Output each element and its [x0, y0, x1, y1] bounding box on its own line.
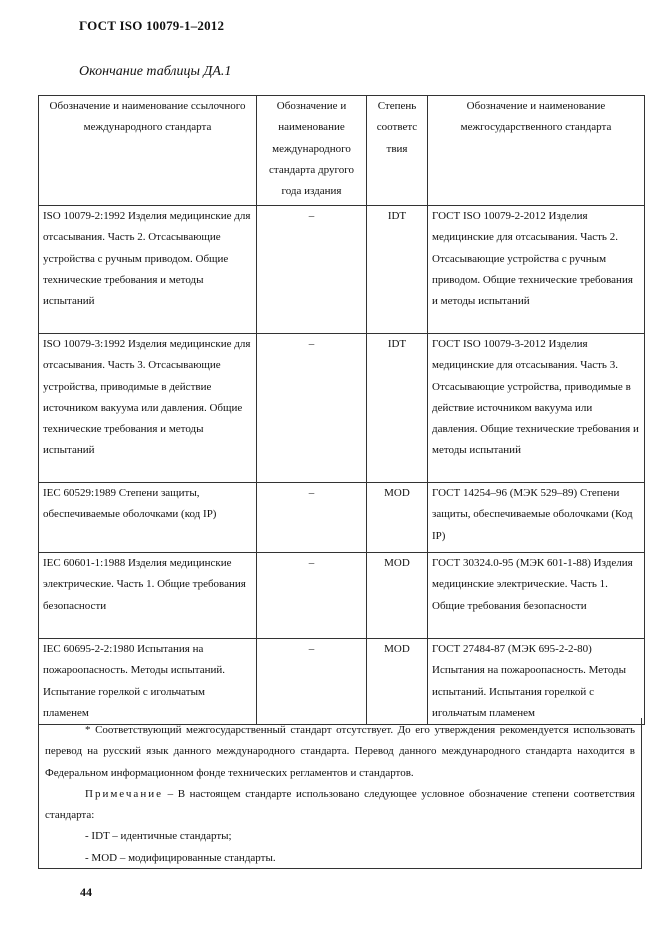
footnote-text: * Соответствующий межгосударственный стандарт отсутствует. До его утверждения рекомендуется использовать перевод на русский язык данного международного стандарта. Перевод данного международного стандарта находится в Федеральном информационном фонде технических регламентов и стандартов.: [45, 724, 635, 779]
note-item-idt: - IDT – идентичные стандарты;: [85, 830, 232, 843]
reference-standard-cell: IEC 60695-2-2:1980 Испытания на пожароопасность. Методы испытаний. Испытание горелкой с игольчатым пламенем: [39, 639, 257, 725]
degree-cell: IDT: [367, 334, 428, 483]
other-year-cell: –: [257, 553, 367, 639]
table-row: [39, 206, 645, 334]
table-notes: [38, 718, 642, 869]
header-degree: Степень соответс твия: [367, 96, 428, 206]
header-interstate-standard: Обозначение и наименование межгосударственного стандарта: [428, 96, 645, 206]
note-paragraph: [45, 784, 635, 827]
table-row: [39, 553, 645, 639]
other-year-cell: –: [257, 206, 367, 334]
document-header: ГОСТ ISO 10079-1–2012: [79, 18, 225, 33]
degree-cell: MOD: [367, 483, 428, 553]
interstate-standard-cell: ГОСТ ISO 10079-2-2012 Изделия медицинские для отсасывания. Часть 2. Отсасывающие устройства с ручным приводом. Общие технические требования и методы испытаний: [428, 206, 645, 334]
reference-standard-cell: IEC 60529:1989 Степени защиты, обеспечиваемые оболочками (код IP): [39, 483, 257, 553]
degree-cell: MOD: [367, 639, 428, 725]
interstate-standard-cell: ГОСТ 14254–96 (МЭК 529–89) Степени защиты, обеспечиваемые оболочками (Код IP): [428, 483, 645, 553]
note-item-mod: - MOD – модифицированные стандарты.: [85, 851, 276, 864]
reference-standard-cell: ISO 10079-3:1992 Изделия медицинские для отсасывания. Часть 3. Отсасывающие устройства, приводимые в действие источником вакуума или давления. Общие технические требования и методы испытаний: [39, 334, 257, 483]
header-other-year-standard: Обозначение и наименование международного стандарта другого года издания: [257, 96, 367, 206]
note-text: – В настоящем стандарте использовано следующее условное обозначение степени соответствия стандарта:: [45, 787, 635, 822]
reference-standard-cell: IEC 60601-1:1988 Изделия медицинские электрические. Часть 1. Общие требования безопасности: [39, 553, 257, 639]
header-reference-standard: Обозначение и наименование ссылочного международного стандарта: [39, 96, 257, 206]
other-year-cell: –: [257, 483, 367, 553]
other-year-cell: –: [257, 334, 367, 483]
interstate-standard-cell: ГОСТ 27484-87 (МЭК 695-2-2-80) Испытания на пожароопасность. Методы испытаний. Испытания горелкой с игольчатым пламенем: [428, 639, 645, 725]
reference-standard-cell: ISO 10079-2:1992 Изделия медицинские для отсасывания. Часть 2. Отсасывающие устройства с ручным приводом. Общие технические требования и методы испытаний: [39, 206, 257, 334]
interstate-standard-cell: ГОСТ 30324.0-95 (МЭК 601-1-88) Изделия медицинские электрические. Часть 1. Общие требования безопасности: [428, 553, 645, 639]
table-row: [39, 639, 645, 725]
note-label: Примечание: [85, 787, 163, 800]
table-row: [39, 483, 645, 553]
degree-cell: MOD: [367, 553, 428, 639]
degree-cell: IDT: [367, 206, 428, 334]
other-year-cell: –: [257, 639, 367, 725]
table-caption: Окончание таблицы ДА.1: [79, 64, 232, 79]
table-row: [39, 334, 645, 483]
table-header-row: [39, 96, 645, 206]
correspondence-table: [38, 95, 645, 725]
interstate-standard-cell: ГОСТ ISO 10079-3-2012 Изделия медицинские для отсасывания. Часть 3. Отсасывающие устройства, приводимые в действие источником вакуума или давления. Общие технические требования и методы испытаний: [428, 334, 645, 483]
page-number: 44: [80, 885, 92, 899]
